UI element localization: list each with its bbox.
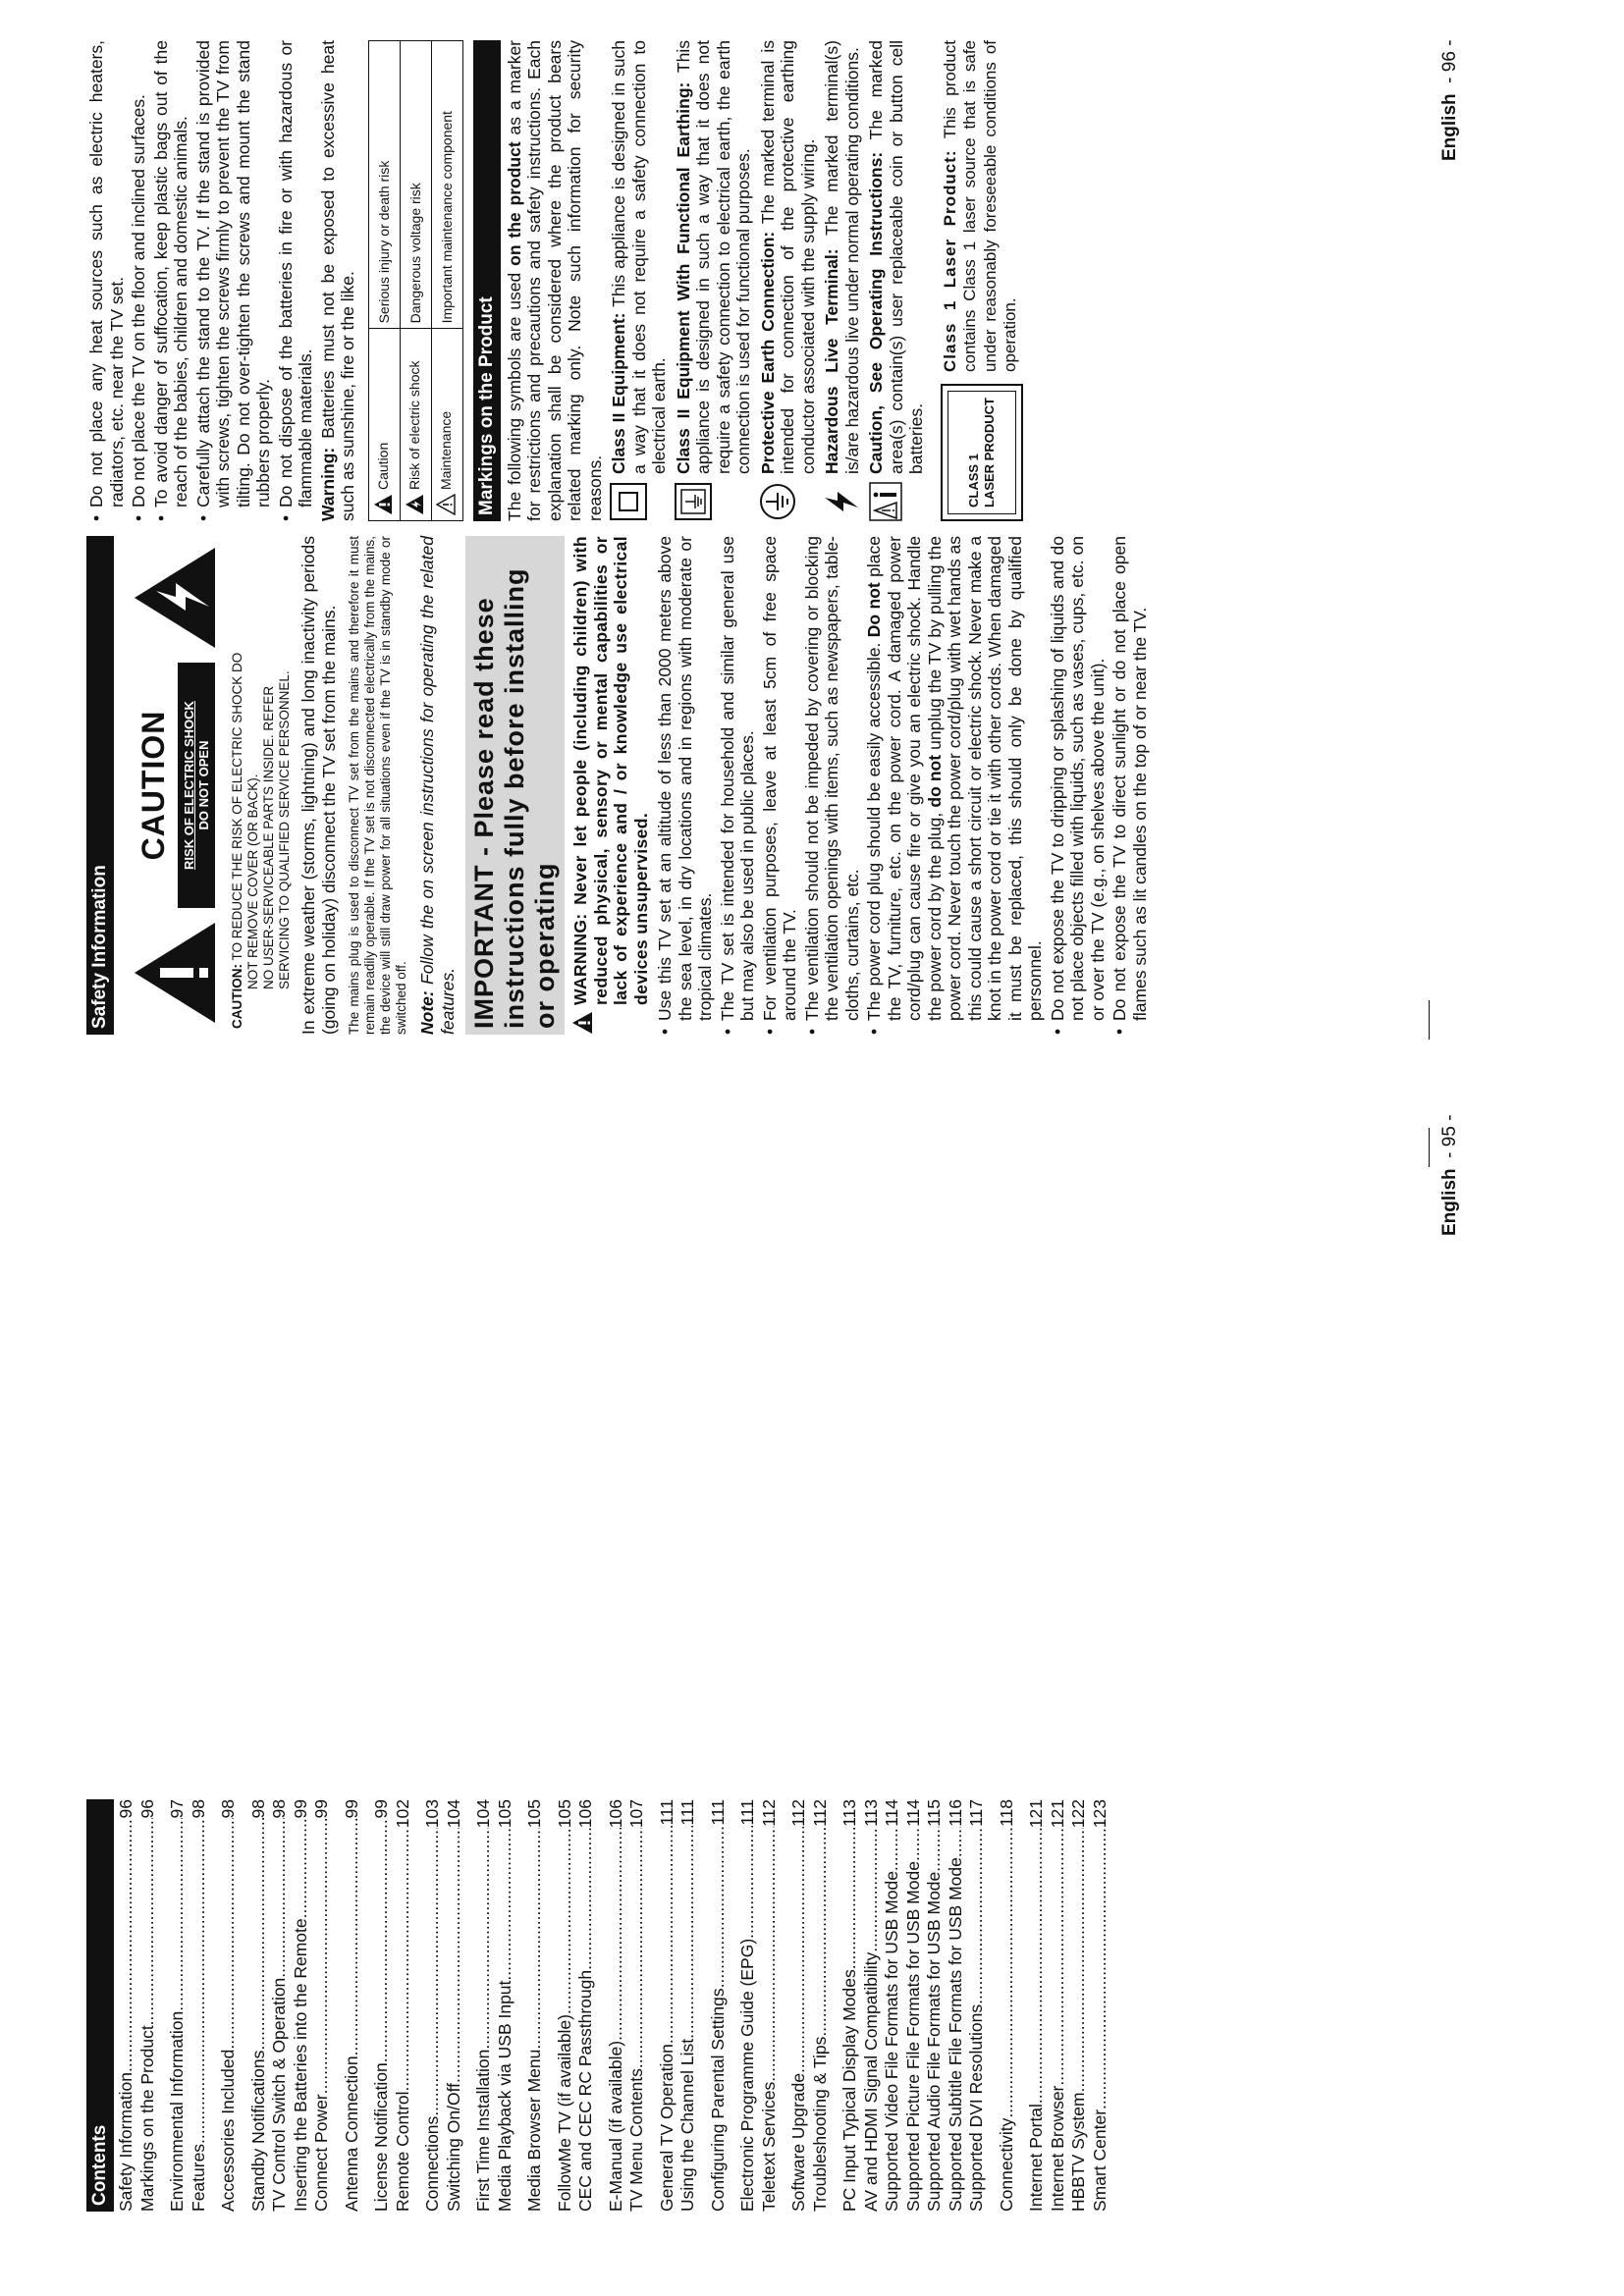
cord-text-b: Do not	[864, 582, 884, 638]
toc-entry-page: 103	[422, 1799, 442, 1829]
symbol-cell	[368, 329, 400, 521]
toc-leader-dots	[882, 1827, 903, 1871]
cord-text-a: The power cord plug should be easily accessible.	[864, 637, 884, 1021]
note-text: Follow the on screen instructions for operating the related features.	[417, 536, 458, 1035]
toc-entry[interactable]	[966, 1799, 988, 2212]
toc-leader-dots	[167, 1818, 189, 2010]
toc-entry-page: 105	[524, 1799, 544, 1829]
toc-leader-dots	[575, 1828, 597, 1970]
toc-entry-page: 121	[1026, 1799, 1046, 1829]
toc-entry-title: Connections	[422, 2115, 442, 2212]
toc-entry-title: TV Control Switch & Operation	[269, 1977, 289, 2212]
bullet-item: • The ventilation should not be impeded by covering or blocking the ventilation openings with items, such as newspapers, table-cloths, curtains, etc.	[802, 536, 863, 1035]
safety-bullets-b	[1048, 536, 1151, 1035]
toc-leader-dots	[810, 1827, 832, 2037]
toc-entry-title: Teletext Services	[758, 2081, 779, 2212]
toc-entry-page: 98	[269, 1799, 289, 1819]
toc-entry-page: 105	[494, 1799, 514, 1829]
toc-entry-title: Supported Picture File Formats for USB Mode	[902, 1861, 923, 2212]
bullet-item: • Do not place the TV on the floor and inclined surfaces.	[129, 40, 149, 521]
protective-earth-marking	[758, 40, 819, 521]
toc-leader-dots	[371, 1818, 393, 2062]
toc-entry[interactable]	[997, 1799, 1018, 2212]
toc-entry-page: 114	[902, 1799, 923, 1827]
product-safety-bullets	[86, 40, 316, 521]
toc-entry-page: 98	[188, 1799, 208, 1819]
toc-entry-title: License Notification	[371, 2062, 391, 2212]
toc-entry[interactable]	[291, 1799, 312, 2212]
toc-entry[interactable]	[606, 1799, 627, 2212]
toc-entry-title: AV and HDMI Signal Compatibility	[860, 1951, 881, 2212]
toc-entry[interactable]	[575, 1799, 597, 2212]
warning-triangle-icon	[571, 1011, 593, 1035]
symbol-row	[431, 41, 462, 521]
laser-text: This product contains Class 1 laser source that is safe under reasonably foreseeable conditions of operation.	[940, 40, 1019, 372]
toc-leader-dots	[342, 1818, 363, 2056]
class-ii-double-square-icon	[609, 482, 648, 521]
toc-entry-page: 104	[473, 1799, 493, 1829]
toc-leader-dots	[473, 1828, 495, 2049]
toc-entry[interactable]	[626, 1799, 648, 2212]
toc-entry-page: 111	[656, 1799, 677, 1826]
toc-entry-title: Using the Channel List	[677, 2038, 697, 2212]
caution-notice-label: CAUTION:	[230, 964, 244, 1029]
toc-entry-title: TV Menu Contents	[626, 2068, 646, 2212]
toc-entry[interactable]	[393, 1799, 414, 2212]
toc-entry[interactable]	[924, 1799, 946, 2212]
toc-leader-dots	[997, 1827, 1018, 2118]
symbol-legend-table	[368, 40, 463, 521]
markings-header: Markings on the Product	[473, 40, 501, 521]
operating-instructions-marking	[866, 40, 927, 521]
symbol-name: Risk of electric shock	[406, 360, 422, 490]
caution-sub1: RISK OF ELECTRIC SHOCK	[181, 701, 196, 870]
toc-entry-title: CEC and CEC RC Passthrough	[575, 1969, 595, 2212]
toc-entry-page: 106	[575, 1799, 595, 1829]
toc-entry-page: 104	[443, 1799, 463, 1829]
toc-entry[interactable]	[189, 1799, 210, 2212]
toc-entry[interactable]	[882, 1799, 903, 2212]
protective-earth-text: The marked terminal is intended for connection of the protective earthing conductor associated with the supply wiring.	[757, 40, 818, 474]
laser-title: Class 1 Laser Product:	[940, 149, 959, 372]
bullet-item: • To avoid danger of suffocation, keep plastic bags out of the reach of the babies, children and domestic animals.	[151, 40, 191, 521]
toc-entry-title: Internet Browser	[1047, 2085, 1067, 2212]
cord-text-e: unplug the TV by pulling the power cord. Never touch the power cord/plug with wet hands as this could cause a short circuit or electric shock. Never make a knot in the power cord or tie it with other cords. When damaged it must be replaced, this should only be done by qualified personnel.	[924, 536, 1045, 1021]
toc-entry-page: 111	[677, 1799, 697, 1826]
toc-leader-dots	[626, 1828, 648, 2068]
toc-entry-page: 96	[116, 1799, 135, 1819]
toc-entry-page: 106	[605, 1799, 625, 1829]
toc-leader-dots	[788, 1827, 810, 2073]
toc-entry-page: 121	[1047, 1799, 1067, 1829]
power-cord-item	[864, 536, 1046, 1035]
laser-marking	[941, 40, 1023, 521]
toc-leader-dots	[924, 1827, 946, 1872]
caution-text-3: NO USER-SERVICEABLE PARTS INSIDE. REFER	[261, 685, 276, 989]
bullet-item: • The TV set is intended for household and similar general use but may also be used in public places.	[718, 536, 758, 1035]
symbol-row	[368, 41, 400, 521]
symbol-description: Serious injury or death risk	[368, 41, 400, 329]
toc-leader-dots	[1026, 1828, 1048, 2104]
toc-leader-dots	[657, 1826, 678, 2045]
toc-entry-page: 116	[945, 1799, 965, 1827]
note-label: Note:	[417, 990, 437, 1035]
contents-list	[116, 1799, 1110, 2212]
toc-entry[interactable]	[473, 1799, 495, 2212]
toc-entry-page: 123	[1089, 1799, 1110, 1829]
toc-entry-title: Standby Notifications	[247, 2050, 268, 2212]
toc-entry-title: Supported Audio File Formats for USB Mode	[924, 1871, 944, 2212]
toc-entry-title: Media Playback via USB Input	[494, 1980, 514, 2212]
toc-entry-title: First Time Installation	[473, 2049, 493, 2212]
class2-title: Class II Equipment:	[609, 312, 628, 474]
toc-entry[interactable]	[167, 1799, 189, 2212]
toc-entry[interactable]	[495, 1799, 516, 2212]
safety-header: Safety Information	[86, 536, 114, 1035]
toc-entry[interactable]	[1068, 1799, 1090, 2212]
toc-entry[interactable]	[555, 1799, 576, 2212]
toc-entry-title: Switching On/Off	[443, 2083, 463, 2212]
toc-leader-dots	[248, 1818, 270, 2050]
toc-entry-title: Troubleshooting & Tips	[809, 2036, 830, 2212]
toc-leader-dots	[759, 1827, 781, 2082]
bullet-item: • Use this TV set at an altitude of less than 2000 meters above the sea level, in dry locations and in regions with moderate or tropical climates.	[655, 536, 716, 1035]
toc-entry-page: 99	[311, 1799, 331, 1819]
caution-text-2: NOT REMOVE COVER (OR BACK).	[245, 774, 260, 989]
toc-entry-title: Remote Control	[392, 2091, 412, 2212]
markings-intro-a: The following symbols are used	[504, 265, 524, 521]
caution-text-1: TO REDUCE THE RISK OF ELECTRIC SHOCK DO	[230, 652, 244, 964]
important-notice: IMPORTANT - Please read these instructions fully before installing or operating	[465, 536, 565, 1035]
toc-entry[interactable]	[524, 1799, 546, 2212]
battery-warning-label: Warning:	[317, 447, 338, 521]
footer-page-number: - 95 -	[1439, 1114, 1460, 1158]
toc-entry-title: HBBTV System	[1068, 2092, 1088, 2212]
toc-entry-page: 111	[707, 1799, 728, 1826]
symbol-name: Maintenance	[437, 410, 454, 490]
toc-entry-title: Antenna Connection	[341, 2056, 361, 2212]
symbol-name: Caution	[374, 442, 391, 490]
toc-leader-dots	[606, 1828, 627, 2041]
toc-entry-page: 114	[882, 1799, 901, 1827]
toc-leader-dots	[1068, 1828, 1090, 2092]
bullet-item: • Carefully attach the stand to the TV. If the stand is provided with screws, tighten the screws firmly to prevent the TV from tilting. Do not over-tighten the screws and mount the stand rubbers properly.	[193, 40, 274, 521]
toc-entry[interactable]	[788, 1799, 810, 2212]
weather-paragraph: In extreme weather (storms, lightning) and long inactivity periods (going on holiday) disconnect the TV set from the mains.	[298, 536, 339, 1035]
protective-earth-title: Protective Earth Connection:	[757, 231, 778, 474]
caution-text-4: SERVICING TO QUALIFIED SERVICE PERSONNEL.	[277, 670, 292, 989]
footer-page-number: - 96 -	[1439, 39, 1460, 83]
toc-entry[interactable]	[677, 1799, 699, 2212]
toc-entry[interactable]	[371, 1799, 393, 2212]
toc-entry-page: 122	[1068, 1799, 1088, 1829]
toc-leader-dots	[946, 1827, 967, 1857]
class2-functional-text: This appliance is designed in such a way that it does not require a safety connection to electrical earth, the earth connection is used for functional purposes.	[673, 40, 753, 474]
class2-marking	[609, 40, 670, 521]
toc-leader-dots	[861, 1827, 883, 1952]
note-paragraph	[417, 536, 458, 1035]
toc-entry[interactable]	[708, 1799, 730, 2212]
toc-entry-title: Supported Video File Formats for USB Mode	[882, 1871, 901, 2212]
footer-language: English	[1439, 1168, 1460, 1236]
toc-entry[interactable]	[269, 1799, 291, 2212]
bullet-item: • Do not expose the TV to direct sunlight or do not place open flames such as lit candles on the top of or near the TV.	[1110, 536, 1150, 1035]
symbol-cell	[431, 329, 462, 521]
toc-entry-title: Connect Power	[311, 2094, 331, 2212]
cord-text-d: do not	[924, 754, 945, 808]
toc-entry-page: 113	[839, 1799, 859, 1827]
toc-entry-title: E-Manual (if available)	[605, 2040, 625, 2212]
toc-entry-page: 105	[554, 1799, 574, 1829]
footer-language: English	[1439, 93, 1460, 161]
markings-intro	[505, 40, 606, 521]
class2-functional-title: Class II Equipment With Functional Earthing:	[673, 81, 693, 474]
toc-entry[interactable]	[311, 1799, 333, 2212]
toc-entry-page: 112	[758, 1799, 779, 1827]
battery-warning-text: Batteries must not be exposed to excessive heat such as sunshine, fire or the like.	[317, 40, 357, 521]
symbol-cell	[400, 329, 431, 521]
toc-entry-page: 98	[247, 1799, 268, 1819]
toc-entry-page: 97	[167, 1799, 187, 1819]
toc-entry-title: Supported DVI Resolutions	[966, 2003, 986, 2212]
exclamation-triangle-icon	[131, 919, 219, 1027]
safety-bullets-a	[655, 536, 862, 1035]
functional-earth-icon	[674, 482, 713, 521]
toc-entry[interactable]	[759, 1799, 781, 2212]
toc-entry-title: FollowMe TV (if available)	[554, 2014, 574, 2212]
toc-entry-page: 107	[626, 1799, 646, 1829]
toc-entry-page: 96	[136, 1799, 157, 1819]
symbol-row	[400, 41, 431, 521]
laser-box-line2: LASER PRODUCT	[981, 398, 997, 507]
toc-entry[interactable]	[861, 1799, 883, 2212]
electric-shock-triangle-icon	[405, 494, 427, 515]
markings-column	[86, 40, 1023, 521]
toc-entry-page: 115	[924, 1799, 944, 1827]
toc-entry-title: Environmental Information	[167, 2010, 187, 2212]
toc-entry[interactable]	[116, 1799, 137, 2212]
class2-text: This appliance is designed in such a way that it does not require a safety connection to electrical earth.	[609, 40, 669, 474]
safety-column	[86, 536, 1152, 1035]
toc-entry[interactable]	[444, 1799, 465, 2212]
toc-entry-title: Configuring Parental Settings	[707, 1988, 728, 2212]
toc-entry-page: 112	[809, 1799, 830, 1827]
toc-leader-dots	[422, 1828, 444, 2116]
maintenance-triangle-icon	[436, 494, 459, 515]
lightning-triangle-icon	[131, 544, 219, 652]
toc-entry-page: 112	[788, 1799, 808, 1827]
toc-leader-dots	[269, 1818, 291, 1977]
toc-entry[interactable]	[218, 1799, 240, 2212]
operating-instructions-title: Caution, See Operating Instructions:	[866, 151, 886, 474]
hazardous-live-marking	[822, 40, 862, 521]
contents-header: Contents	[86, 1799, 114, 2212]
toc-leader-dots	[218, 1818, 240, 2049]
toc-entry-page: 111	[737, 1799, 757, 1826]
laser-box-line1: CLASS 1	[965, 454, 981, 507]
toc-entry-title: Inserting the Batteries into the Remote	[290, 1918, 310, 2212]
toc-entry-page: 98	[218, 1799, 238, 1819]
toc-entry-page: 117	[966, 1799, 986, 1827]
hazardous-live-title: Hazardous Live Terminal:	[822, 248, 841, 474]
warning-text: WARNING: Never let people (including children) with reduced physical, sensory or mental capabilities or lack of experience and / or knowledge use electrical devices unsupervised.	[570, 536, 651, 1005]
toc-entry[interactable]	[657, 1799, 678, 2212]
toc-entry[interactable]	[342, 1799, 363, 2212]
page-footer-95	[1439, 1114, 1461, 1236]
toc-leader-dots	[677, 1826, 699, 2039]
protective-earth-icon	[758, 482, 797, 521]
contents-column	[86, 1799, 1110, 2212]
toc-entry-title: Markings on the Product	[136, 2025, 157, 2212]
toc-entry-title: PC Input Typical Display Modes	[839, 1969, 859, 2212]
toc-leader-dots	[524, 1828, 546, 2049]
toc-entry-title: Software Upgrade	[788, 2072, 808, 2212]
operating-instructions-text: The marked area(s) contain(s) user replaceable coin or button cell batteries.	[866, 40, 926, 474]
toc-entry[interactable]	[248, 1799, 270, 2212]
toc-entry-title: Safety Information	[116, 2071, 135, 2212]
toc-entry[interactable]	[903, 1799, 925, 2212]
toc-entry-title: Media Browser Menu	[524, 2049, 544, 2212]
toc-leader-dots	[137, 1818, 159, 2025]
bullet-item: • For ventilation purposes, leave at least 5cm of free space around the TV.	[760, 536, 800, 1035]
toc-entry-page: 99	[341, 1799, 361, 1819]
toc-entry[interactable]	[737, 1799, 759, 2212]
bullet-item: • Do not place any heat sources such as electric heaters, radiators, etc. near the TV set.	[86, 40, 127, 521]
class2-functional-marking	[674, 40, 754, 521]
caution-word: CAUTION	[135, 710, 171, 861]
toc-entry-title: Connectivity	[996, 2117, 1016, 2212]
caution-triangle-icon	[373, 494, 396, 515]
toc-entry[interactable]	[1090, 1799, 1111, 2212]
toc-leader-dots	[1048, 1828, 1069, 2085]
caution-notice	[230, 542, 293, 1029]
toc-leader-dots	[839, 1827, 861, 1969]
toc-leader-dots	[189, 1818, 210, 2143]
warning-block	[570, 536, 651, 1035]
toc-entry-page: 118	[996, 1799, 1016, 1827]
cord-text-c: place the TV, furniture, etc. on the power cord. A damaged power cord/plug can cause fire or give you an electric shock. Handle the power cord by the plug,	[864, 536, 945, 1021]
footer-rule-96	[1429, 1000, 1430, 1040]
toc-leader-dots	[966, 1827, 988, 2004]
toc-entry[interactable]	[1026, 1799, 1048, 2212]
power-cord-bullet	[864, 536, 1046, 1035]
toc-leader-dots	[708, 1826, 730, 1989]
toc-leader-dots	[393, 1828, 414, 2091]
toc-entry-page: 102	[392, 1799, 412, 1829]
toc-leader-dots	[311, 1818, 333, 2094]
toc-entry[interactable]	[946, 1799, 967, 2212]
toc-entry[interactable]	[839, 1799, 861, 2212]
footer-rule	[1429, 1128, 1430, 1167]
laser-label-box	[941, 384, 1023, 521]
toc-leader-dots	[555, 1828, 576, 2014]
toc-entry-title: Electronic Programme Guide (EPG)	[737, 1938, 757, 2212]
bullet-item: • Do not dispose of the batteries in fire or with hazardous or flammable materials.	[276, 40, 316, 521]
battery-warning	[318, 40, 358, 521]
toc-entry-page: 99	[290, 1799, 310, 1819]
toc-entry-title: Accessories Included	[218, 2049, 238, 2212]
symbol-description: Dangerous voltage risk	[400, 41, 431, 329]
caution-manual-icon	[866, 482, 905, 521]
toc-entry-title: Smart Center	[1089, 2109, 1110, 2212]
markings-intro-b: on the product	[504, 141, 524, 266]
mains-plug-paragraph: The mains plug is used to disconnect TV set from the mains and therefore it must remain readily operable. If the TV set is not disconnected electrically from the mains, the device will still draw power for all situations even if the TV is in standby mode or switched off.	[347, 536, 408, 1035]
symbol-description: Important maintenance component	[431, 41, 462, 329]
toc-entry-title: Internet Portal	[1026, 2104, 1046, 2212]
bullet-item: • Do not expose the TV to dripping or splashing of liquids and do not place objects filled with liquids, such as vases, cups, etc. on or over the TV (e.g., on shelves above the unit).	[1048, 536, 1109, 1035]
toc-entry[interactable]	[1048, 1799, 1069, 2212]
caution-plate	[135, 663, 215, 908]
toc-leader-dots	[291, 1818, 312, 1918]
toc-leader-dots	[903, 1827, 925, 1861]
lightning-bolt-icon	[822, 482, 861, 521]
toc-entry[interactable]	[810, 1799, 832, 2212]
hazardous-live-text: The marked terminal(s) is/are hazardous live under normal operating conditions.	[822, 40, 862, 474]
toc-entry-title: Supported Subtitle File Formats for USB Mode	[945, 1857, 965, 2212]
toc-entry[interactable]	[422, 1799, 444, 2212]
toc-leader-dots	[737, 1826, 759, 1939]
toc-leader-dots	[1090, 1828, 1111, 2109]
toc-leader-dots	[116, 1818, 137, 2072]
markings-intro-c: as a marker for restrictions and precautions and safety instructions. Each explanation shall be considered where the product bears related marking only. Note such information for security reasons.	[504, 39, 605, 521]
toc-entry[interactable]	[137, 1799, 159, 2212]
toc-entry-title: Features	[188, 2143, 208, 2212]
caution-sub2: DO NOT OPEN	[195, 740, 211, 830]
toc-entry-page: 99	[371, 1799, 391, 1819]
toc-leader-dots	[495, 1828, 516, 1980]
caution-banner	[178, 663, 215, 908]
page-footer-96	[1439, 39, 1461, 161]
toc-leader-dots	[444, 1828, 465, 2083]
caution-label-box	[126, 544, 224, 1027]
toc-entry-title: General TV Operation	[656, 2044, 677, 2212]
toc-entry-page: 113	[860, 1799, 881, 1827]
